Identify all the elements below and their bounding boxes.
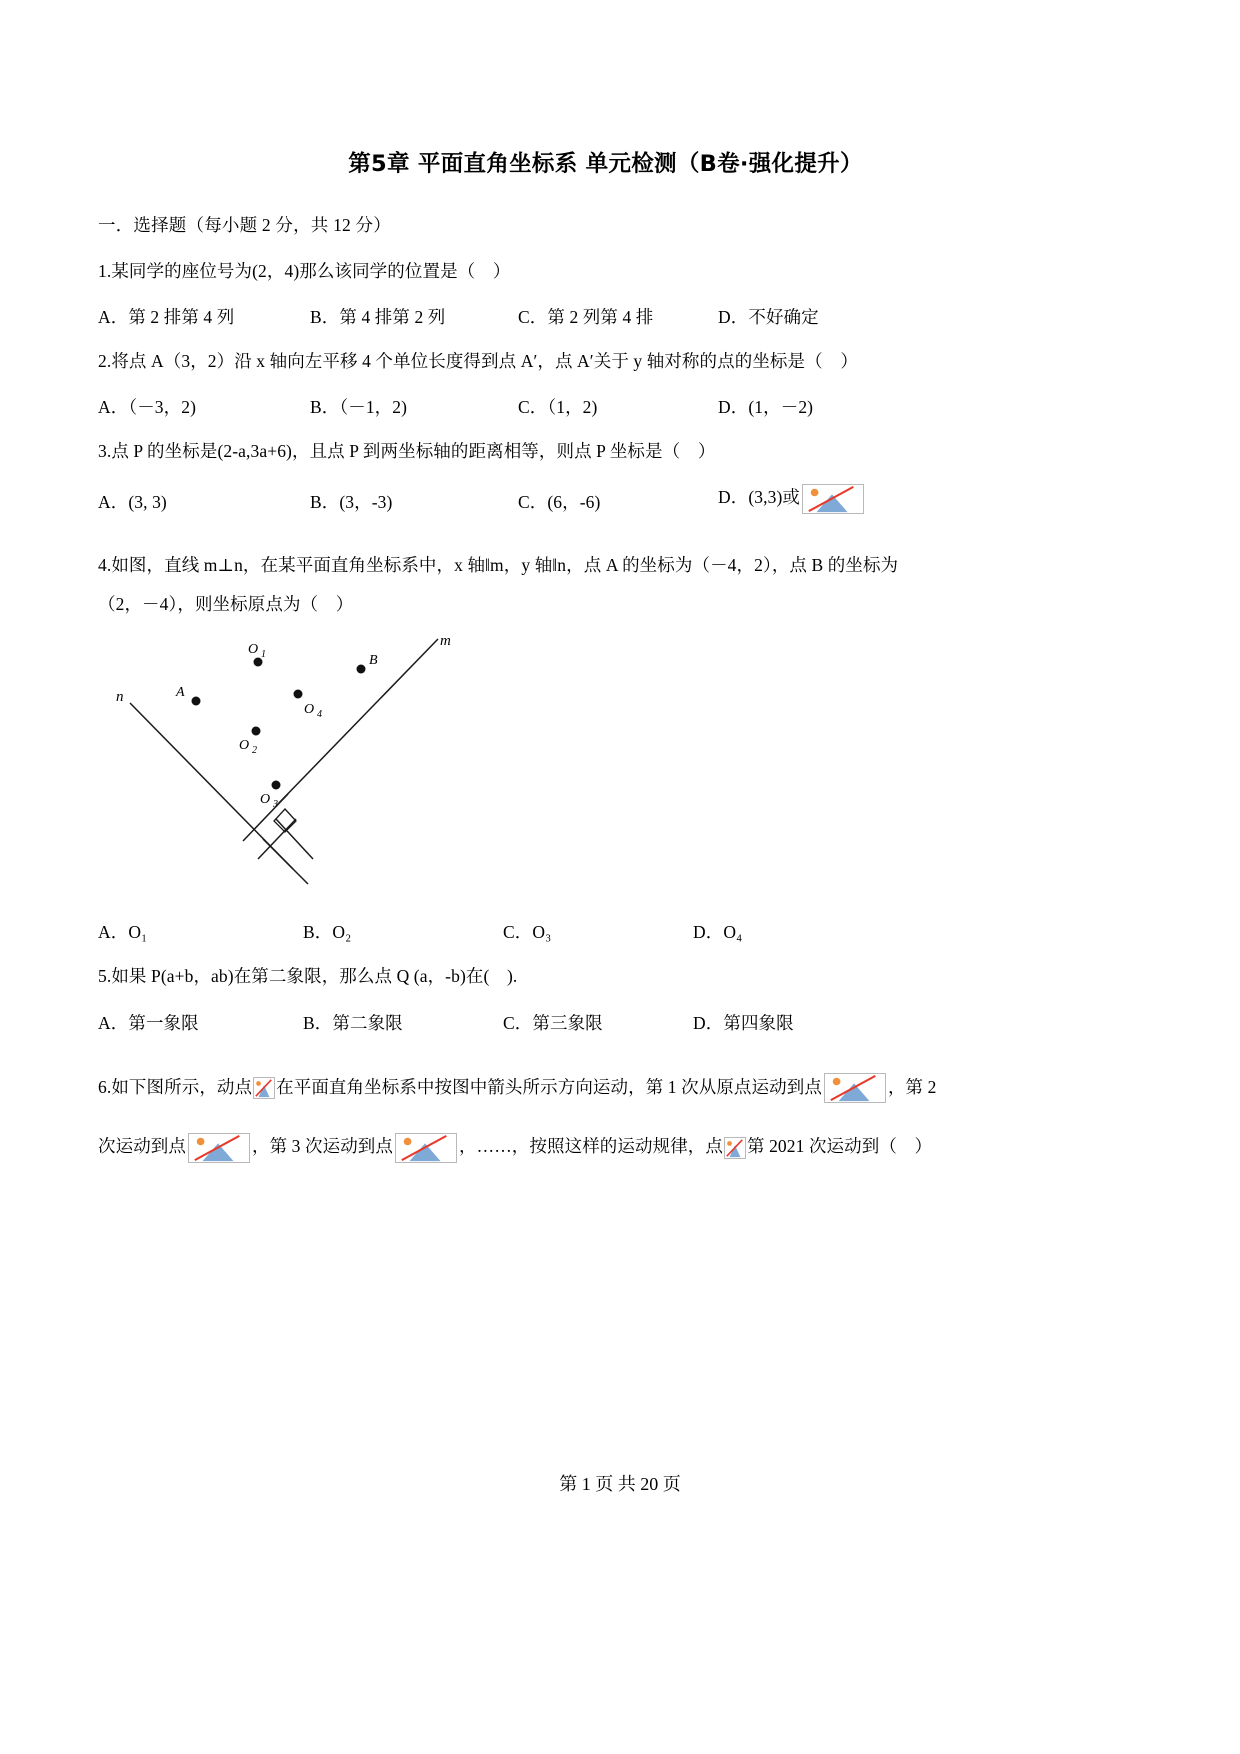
- question-3-stem: 3.点 P 的坐标是(2-a,3a+6)，且点 P 到两坐标轴的距离相等，则点 P 坐标是（ ）: [98, 441, 716, 461]
- page-footer: 第 1 页 共 20 页: [559, 1474, 681, 1494]
- option-b[interactable]: B．第 4 排第 2 列: [310, 306, 446, 327]
- option-a[interactable]: A．第 2 排第 4 列: [98, 306, 235, 327]
- option-d-label: D．(3,3)或: [718, 487, 800, 508]
- question-1-stem: 1.某同学的座位号为(2，4)那么该同学的位置是（ ）: [98, 260, 511, 281]
- broken-image-icon: [802, 484, 864, 514]
- label-o3: O: [260, 792, 271, 808]
- label-o2-sub: 2: [252, 745, 257, 757]
- question-1-options: [98, 304, 1113, 329]
- broken-image-icon: [724, 1137, 746, 1159]
- broken-image-icon: [188, 1133, 250, 1163]
- option-d[interactable]: D．(1，－2): [718, 397, 814, 417]
- question-5-options: [98, 1010, 1113, 1035]
- page-content: [98, 150, 1113, 1189]
- option-b[interactable]: B．(3，-3): [310, 492, 393, 513]
- question-6-stem-continued: [98, 1124, 1113, 1170]
- option-a[interactable]: A．(3, 3): [98, 492, 167, 513]
- q6-text-part6: ，……，按照这样的运动规律，点: [459, 1136, 723, 1156]
- q6-text-part5: ，第 3 次运动到点: [252, 1136, 393, 1156]
- q6-text-part4: 次运动到点: [98, 1136, 186, 1156]
- q6-text-part7: 第 2021 次运动到（ ）: [747, 1136, 933, 1156]
- page-title: 第5章 平面直角坐标系 单元检测（B卷·强化提升）: [348, 151, 863, 177]
- label-b: B: [369, 653, 378, 669]
- question-2-stem: 2.将点 A（3，2）沿 x 轴向左平移 4 个单位长度得到点 A′，点 A′关于 y 轴对称的点的坐标是（ ）: [98, 350, 858, 371]
- question-3-options: [98, 484, 1113, 514]
- option-c[interactable]: C．第 2 列第 4 排: [518, 306, 654, 327]
- question-6-stem: [98, 1065, 1113, 1111]
- question-5-stem: 5.如果 P(a+b，ab)在第二象限，那么点 Q (a，-b)在( ).: [98, 966, 518, 987]
- label-m: m: [440, 633, 451, 650]
- option-c[interactable]: C．(6，-6): [518, 492, 601, 513]
- question-4-options: [98, 919, 1113, 944]
- label-o2: O: [239, 738, 250, 754]
- label-n: n: [116, 689, 124, 706]
- option-b[interactable]: B．（－1，2): [310, 397, 408, 417]
- option-a[interactable]: A．O₁: [98, 922, 148, 943]
- option-b[interactable]: B．O₂: [303, 922, 352, 943]
- q6-text-part1: 6.如下图所示，动点: [98, 1076, 253, 1097]
- question-4-stem-line2: （2，－4），则坐标原点为（ ）: [98, 594, 354, 615]
- option-a[interactable]: A．（－3，2): [98, 397, 197, 417]
- option-a[interactable]: A．第一象限: [98, 1012, 199, 1033]
- option-c[interactable]: C．（1，2): [518, 397, 598, 417]
- label-a: A: [176, 685, 185, 701]
- label-o4-sub: 4: [317, 709, 322, 721]
- question-4-stem-line1: 4.如图，直线 m⊥n，在某平面直角坐标系中，x 轴‖m，y 轴‖n，点 A 的坐标为（－4，2），点 B 的坐标为: [98, 555, 899, 576]
- question-2-options: [98, 394, 1113, 419]
- section-heading: 一．选择题（每小题 2 分，共 12 分）: [98, 215, 391, 236]
- option-c[interactable]: C．O₃: [503, 922, 552, 943]
- broken-image-icon: [824, 1073, 886, 1103]
- broken-image-icon: [395, 1133, 457, 1163]
- label-o1: O: [248, 642, 259, 658]
- question-4-figure: [98, 631, 1113, 901]
- option-d[interactable]: D．O₄: [693, 922, 743, 943]
- label-o1-sub: 1: [261, 649, 266, 661]
- option-d[interactable]: D．不好确定: [718, 306, 819, 327]
- q6-text-part2: 在平面直角坐标系中按图中箭头所示方向运动，第 1 次从原点运动到点: [276, 1076, 822, 1097]
- option-b[interactable]: B．第二象限: [303, 1012, 403, 1033]
- broken-image-icon: [253, 1077, 275, 1099]
- option-d[interactable]: [718, 484, 866, 514]
- perpendicular-lines-diagram: [108, 631, 508, 896]
- option-c[interactable]: C．第三象限: [503, 1012, 603, 1033]
- label-o3-sub: 3: [273, 799, 278, 811]
- label-o4: O: [304, 702, 315, 718]
- q6-text-part3: ，第 2: [887, 1076, 937, 1097]
- option-d[interactable]: D．第四象限: [693, 1012, 794, 1033]
